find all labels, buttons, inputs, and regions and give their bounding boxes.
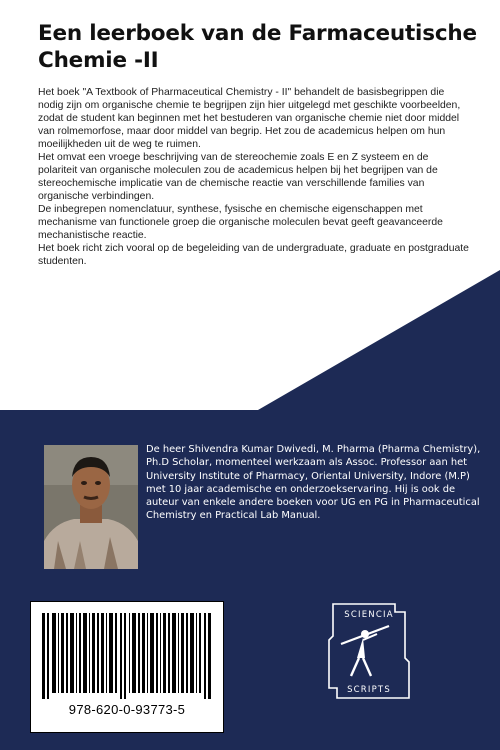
- description-paragraph: Het boek "A Textbook of Pharmaceutical Chemistry - II" behandelt de basisbegrippen die nodig zijn om organische chemie te begrijpen zijn hier uitgelegd met geschikte voorbeelden, zodat de student kan beginnen met het bestuderen van organische chemie niet door middel van rolmemorfose, maar door middel van begrip. Het zou de academicus helpen om hun moeilijkheden uit de weg te ruimen.: [38, 87, 461, 150]
- book-title: Een leerboek van de Farmaceutische Chemie -II: [38, 21, 477, 73]
- author-portrait-icon: [44, 445, 138, 569]
- author-photo: [44, 445, 138, 569]
- description-paragraph: Het omvat een vroege beschrijving van de stereochemie zoals E en Z systeem en de polariteit van organische moleculen zou de academicus helpen bij het begrijpen van de stereochemische implicatie van de chemische reactie van verschillende families van organische verbindingen.: [38, 152, 438, 202]
- isbn-number: 978-620-0-93773-5: [68, 702, 186, 717]
- author-bio: De heer Shivendra Kumar Dwivedi, M. Pharma (Pharma Chemistry), Ph.D Scholar, momenteel werkzaam als Assoc. Professor aan het University Institute of Pharmacy, Oriental University, Indore (M.P) met 10 jaar academische en onderzoekservaring. Hij is ook de auteur van enkele andere boeken voor UG en PG in Pharmaceutical Chemistry en Practical Lab Manual.: [146, 444, 481, 522]
- isbn-barcode: [30, 601, 224, 733]
- sciencia-scripts-logo-icon: [325, 600, 413, 704]
- description-paragraph: De inbegrepen nomenclatuur, synthese, fysische en chemische eigenschappen met mechanisme van functionele groep die organische moleculen bevat geeft geavanceerde mechanistische reactie.: [38, 204, 443, 241]
- publisher-name-bottom: SCRIPTS: [347, 685, 391, 695]
- barcode-bars: [42, 613, 212, 699]
- publisher-name-top: SCIENCIA: [344, 610, 394, 620]
- description-paragraph: Het boek richt zich vooral op de begeleiding van de undergraduate, graduate en postgraduate studenten.: [38, 243, 469, 267]
